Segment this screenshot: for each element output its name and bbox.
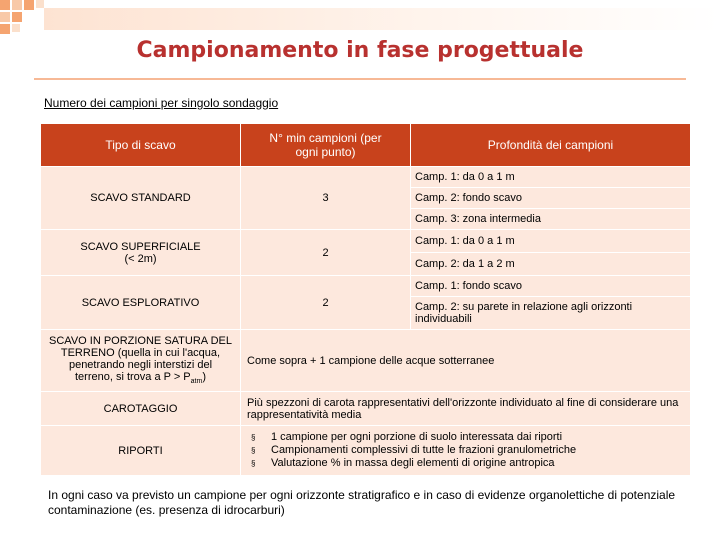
- depth-cell: Camp. 3: zona intermedia: [411, 209, 691, 230]
- page-title: Campionamento in fase progettuale: [136, 38, 584, 63]
- list-item: § Valutazione % in massa degli elementi di origine antropica: [251, 457, 555, 469]
- header-band: [44, 8, 720, 30]
- header-cell: Profondità dei campioni: [411, 124, 691, 167]
- scavo-type-cell: SCAVO IN PORZIONE SATURA DEL TERRENO (quella in cui l'acqua, penetrando negli interstizi del terreno, si trova a $P > P_{atm}$): [41, 330, 241, 392]
- note-cell: Come sopra + 1 campione delle acque sotterranee: [241, 330, 691, 392]
- table-row: [41, 276, 691, 297]
- table-row: [41, 167, 691, 188]
- sampling-table: [40, 123, 691, 476]
- table-row: [41, 230, 691, 253]
- table-caption: Numero dei campioni per singolo sondaggio: [44, 96, 279, 110]
- scavo-type-cell: SCAVO ESPLORATIVO: [41, 276, 241, 330]
- list-item: § Campionamenti complessivi di tutte le frazioni granulometriche: [251, 444, 577, 456]
- bullet-icon: §: [251, 459, 256, 468]
- scavo-type-cell: RIPORTI: [41, 426, 241, 476]
- table-header-row: [41, 124, 691, 167]
- title-divider: [34, 78, 686, 80]
- scavo-type-cell: CAROTAGGIO: [41, 392, 241, 426]
- sample-count-cell: 2: [241, 230, 411, 276]
- riporti-list: [247, 431, 684, 470]
- depth-cell: Camp. 1: da 0 a 1 m: [411, 230, 691, 253]
- scavo-type-cell: SCAVO SUPERFICIALE (< 2m): [41, 230, 241, 276]
- sample-count-cell: 3: [241, 167, 411, 230]
- depth-cell: Camp. 1: fondo scavo: [411, 276, 691, 297]
- list-item: § 1 campione per ogni porzione di suolo interessata dai riporti: [251, 431, 563, 443]
- table-row: [41, 330, 691, 392]
- header-cell: N° min campioni (per ogni punto): [241, 124, 411, 167]
- scavo-type-cell: SCAVO STANDARD: [41, 167, 241, 230]
- bullet-icon: §: [251, 446, 256, 455]
- table-row: [41, 426, 691, 476]
- header-cell: Tipo di scavo: [41, 124, 241, 167]
- note-cell: Più spezzoni di carota rappresentativi dell'orizzonte individuato al fine di considerare una rappresentatività media: [241, 392, 691, 426]
- table-row: [41, 392, 691, 426]
- footnote: In ogni caso va previsto un campione per ogni orizzonte stratigrafico e in caso di evidenze organolettiche di potenziale contaminazione (es. presenza di idrocarburi): [48, 488, 676, 517]
- depth-cell: Camp. 2: su parete in relazione agli orizzonti individuabili: [411, 297, 691, 330]
- bullet-icon: §: [251, 433, 256, 442]
- sample-count-cell: 2: [241, 276, 411, 330]
- note-cell: [241, 426, 691, 476]
- depth-cell: Camp. 2: fondo scavo: [411, 188, 691, 209]
- depth-cell: Camp. 2: da 1 a 2 m: [411, 253, 691, 276]
- depth-cell: Camp. 1: da 0 a 1 m: [411, 167, 691, 188]
